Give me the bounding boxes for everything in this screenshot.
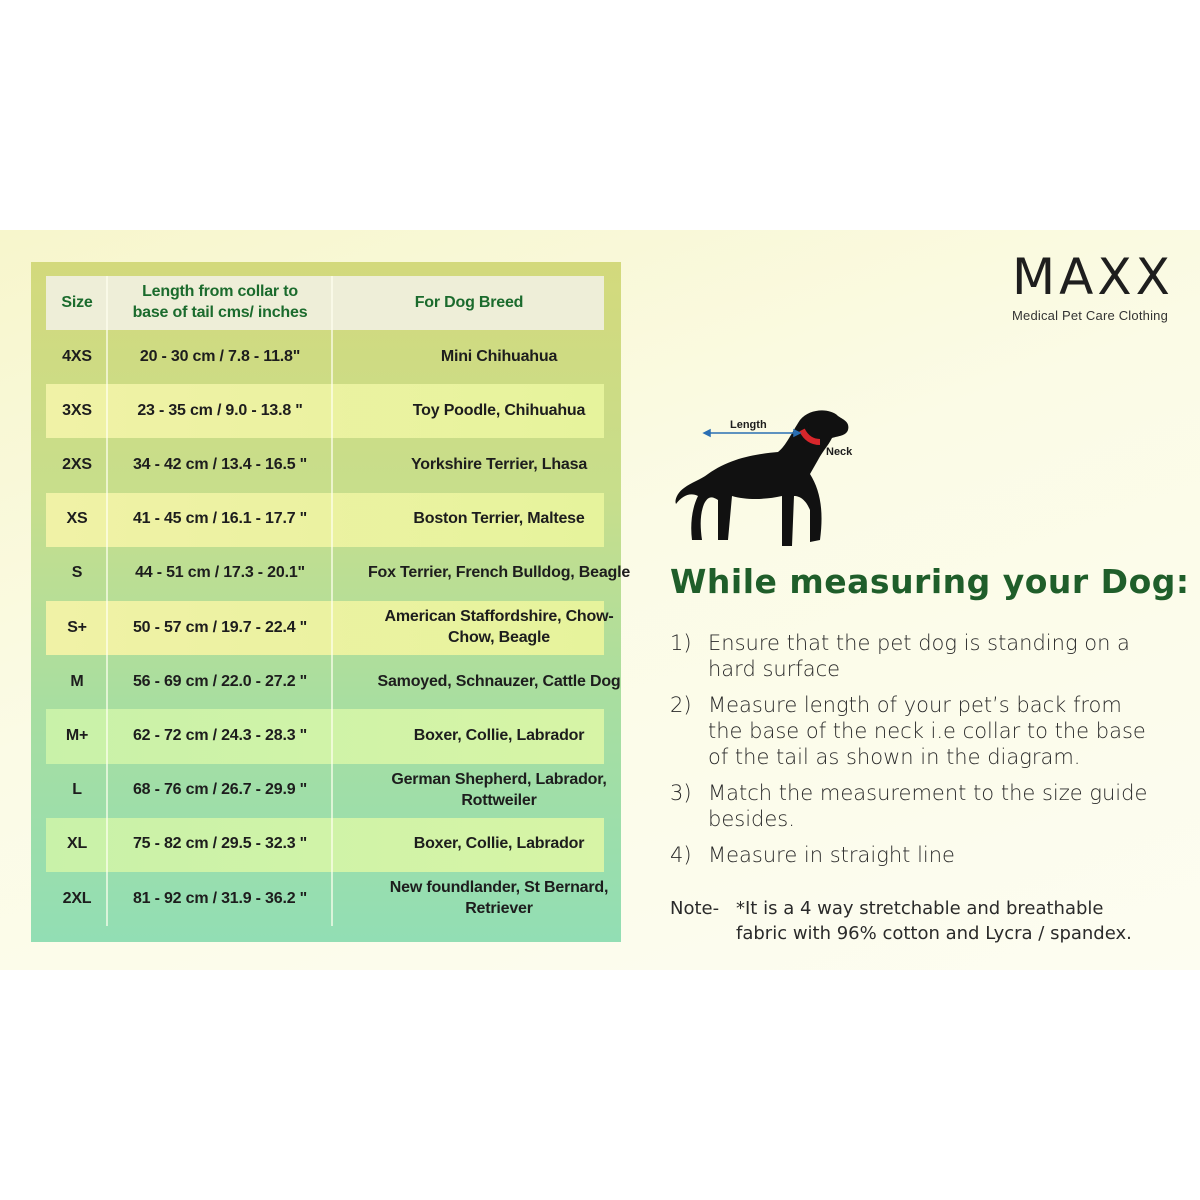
step-number: 2) [670, 693, 692, 717]
table-body [46, 330, 631, 926]
length-cell: 23 - 35 cm / 9.0 - 13.8 " [137, 401, 303, 419]
breed-cell: New foundlander, St Bernard, Retriever [389, 879, 609, 917]
breed-cell: Fox Terrier, French Bulldog, Beagle [367, 564, 631, 582]
instruction-steps [670, 630, 1150, 878]
size-cell: XS [66, 510, 88, 528]
breed-cell: Boston Terrier, Maltese [413, 510, 585, 528]
header-size: Size [61, 293, 93, 311]
step-number: 3) [670, 781, 692, 805]
length-cell: 34 - 42 cm / 13.4 - 16.5 " [132, 456, 308, 474]
length-cell: 50 - 57 cm / 19.7 - 22.4 " [132, 618, 308, 636]
size-cell: M+ [65, 727, 89, 744]
instruction-step [670, 780, 1150, 832]
fabric-note [670, 896, 1150, 946]
size-cell: 2XS [62, 456, 92, 474]
size-cell: 4XS [62, 347, 92, 365]
breed-cell: Mini Chihuahua [440, 347, 558, 365]
step-text: Ensure that the pet dog is standing on a hard surface [708, 631, 1130, 681]
table-row [46, 547, 631, 601]
length-cell: 68 - 76 cm / 26.7 - 29.9 " [132, 781, 308, 799]
table-row [46, 872, 609, 926]
size-cell: M [70, 672, 84, 690]
column-divider [331, 276, 333, 926]
brand-name: MAXX [1012, 248, 1174, 306]
instruction-step [670, 630, 1150, 682]
header-breed: For Dog Breed [414, 293, 524, 311]
breed-cell: American Staffordshire, Chow-Chow, Beagle [384, 608, 614, 647]
instruction-step [670, 692, 1150, 770]
length-cell: 56 - 69 cm / 22.0 - 27.2 " [132, 672, 308, 690]
length-cell: 41 - 45 cm / 16.1 - 17.7 " [132, 510, 308, 528]
table-header [46, 276, 604, 330]
length-cell: 20 - 30 cm / 7.8 - 11.8" [139, 347, 301, 365]
length-cell: 81 - 92 cm / 31.9 - 36.2 " [132, 889, 308, 907]
header-length-text: Length from collar to base of tail cms/ inches [132, 283, 308, 321]
breed-cell: Boxer, Collie, Labrador [413, 835, 585, 853]
size-cell: S [71, 564, 83, 582]
table-row [46, 493, 604, 547]
table-row [46, 384, 604, 438]
brand-tagline: Medical Pet Care Clothing [1012, 308, 1169, 323]
table-row [46, 655, 621, 709]
breed-cell: Boxer, Collie, Labrador [413, 727, 585, 744]
size-cell: L [72, 781, 82, 799]
length-cell: 44 - 51 cm / 17.3 - 20.1" [135, 564, 305, 582]
breed-cell: Samoyed, Schnauzer, Cattle Dog [377, 672, 621, 690]
breed-cell: German Shepherd, Labrador, Rottweiler [391, 770, 607, 809]
breed-cell: Toy Poodle, Chihuahua [412, 401, 586, 419]
breed-cell: Yorkshire Terrier, Lhasa [410, 456, 588, 474]
column-divider [106, 276, 108, 926]
header-length [108, 276, 332, 330]
table-row [46, 601, 614, 655]
note-text: *It is a 4 way stretchable and breathable fabric with 96% cotton and Lycra / spandex. [736, 898, 1132, 944]
neck-label: Neck [826, 446, 853, 458]
table-row [46, 709, 604, 763]
note-label: Note- [670, 898, 720, 919]
step-text: Measure length of your pet’s back from the base of the neck i.e collar to the base of the tail as shown in the diagram. [708, 693, 1146, 769]
step-text: Match the measurement to the size guide besides. [708, 781, 1148, 831]
table-row [46, 764, 607, 818]
table-row [46, 438, 604, 492]
step-number: 1) [670, 631, 692, 655]
table-row [46, 818, 604, 872]
size-table [46, 276, 631, 926]
brand-logo [1012, 248, 1182, 323]
length-label: Length [730, 419, 767, 431]
size-cell: S+ [67, 618, 87, 636]
size-cell: XL [66, 835, 88, 853]
table-row [46, 330, 604, 384]
size-cell: 3XS [62, 401, 92, 419]
instruction-step [670, 842, 1150, 868]
size-cell: 2XL [62, 889, 92, 907]
step-text: Measure in straight line [708, 843, 955, 867]
step-number: 4) [670, 843, 692, 867]
length-cell: 62 - 72 cm / 24.3 - 28.3 " [132, 727, 308, 744]
dog-measurement-diagram [660, 400, 860, 560]
instructions-heading: While measuring your Dog: [670, 562, 1190, 601]
length-cell: 75 - 82 cm / 29.5 - 32.3 " [132, 835, 308, 853]
